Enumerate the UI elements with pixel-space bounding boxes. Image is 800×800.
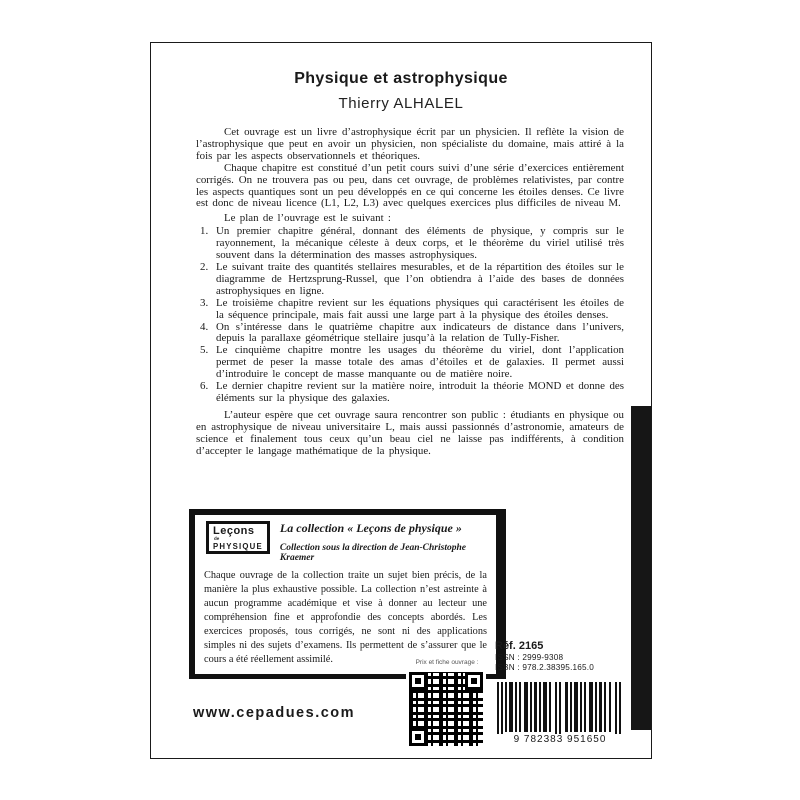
plan-intro: Le plan de l’ouvrage est le suivant : [224, 212, 391, 225]
chapter-item-1: Un premier chapitre général, donnant des éléments de physique, y compris sur le rayonnement, la mécanique céleste à deux corps, et le théorème du viriel utilisé très souvent dans la détermination des masses astrophysiques. [216, 225, 624, 262]
qr-finder-bottom-left [409, 728, 427, 746]
qr-finder-top-right [465, 672, 483, 690]
collection-header [204, 519, 487, 563]
chapter-list [196, 226, 624, 405]
publisher-website: www.cepadues.com [192, 705, 356, 721]
chapter-item-5: Le cinquième chapitre montre les usages du théorème du viriel, dont l’application permet de peser la masse totale des amas d’étoiles et de galaxies. Il permet aussi d’introduire le concept de masse manquante ou de matière noire. [216, 344, 624, 381]
issn-number: ISSN : 2999-9308 [495, 653, 564, 662]
chapter-item-2: Le suivant traite des quantités stellaires mesurables, et de la répartition des étoiles sur le diagramme de Hertzsprung-Russel, que l’on obtiendra à l’aide des bases de données astrophysiques en ligne. [216, 260, 624, 297]
chapter-item-4: On s’intéresse dans le quatrième chapitre aux indicateurs de distance dans l’univers, depuis la parallaxe géométrique stellaire jusqu’à la relation de Tully-Fisher. [216, 320, 624, 345]
spine-black-bar [631, 406, 651, 730]
collection-description: Chaque ouvrage de la collection traite un sujet bien précis, de la manière la plus exhaustive possible. La collection n’est astreinte à aucun programme académique et vise à donner au lecteur une compréhension fine et approfondie des concepts abordés. Les exercices proposés, tous corrigés, ne sont ni des applications simples ni des sujets d’examens. Ils permettent de s’assurer que le cours a été réellement assimilé. [204, 570, 487, 665]
collection-heading: La collection « Leçons de physique » [279, 521, 462, 535]
collection-box [189, 509, 506, 679]
qr-code [406, 669, 486, 749]
chapter-item-6: Le dernier chapitre revient sur la matière noire, introduit la théorie MOND et donne des éléments sur la physique des galaxies. [216, 380, 624, 404]
book-title: Physique et astrophysique [294, 70, 508, 87]
chapter-item-3: Le troisième chapitre revient sur les équations physiques qui caractérisent les étoiles de la séquence principale, mais fait aussi une large part à la physique des étoiles denses. [216, 296, 624, 321]
reference-number: Réf. 2165 [495, 640, 544, 652]
barcode-digits: 9 782383 951650 [497, 734, 623, 745]
logo-line-physique: PHYSIQUE [213, 541, 263, 551]
book-author: Thierry ALHALEL [338, 95, 464, 112]
description-text [196, 127, 624, 552]
closing-paragraph: L’auteur espère que cet ouvrage saura rencontrer son public : étudiants en physique ou en astrophysique de niveau universitaire L, mais aussi passionnés d’astronomie, amateurs de science et finalement tous ceux qu’un beau ciel ne laisse pas indifférents, à condition d’accepter le langage mathématique de la physique. [196, 408, 624, 457]
intro-paragraph-2: Chaque chapitre est constitué d’un petit cours suivi d’une série d’exercices entièrement corrigés. On ne trouvera pas ou peu, dans cet ouvrage, de problèmes relativistes, par contre les aspects quantiques sont un peu développés en ce qui concerne les étoiles denses. Ce livre est donc de niveau licence (L1, L2, L3) avec quelques exercices plus difficiles de niveau M. [196, 161, 624, 210]
logo-line-lecons: Leçons [213, 525, 255, 537]
ean-barcode [497, 682, 623, 748]
qr-caption: Prix et fiche ouvrage : [415, 659, 479, 666]
collection-director: Collection sous la direction de Jean-Christophe Kraemer [279, 543, 466, 563]
isbn-number: ISBN : 978.2.38395.165.0 [495, 663, 595, 672]
logo-line-de: de [214, 536, 220, 541]
qr-finder-top-left [409, 672, 427, 690]
lecons-de-physique-logo [206, 521, 270, 554]
book-back-cover [150, 42, 652, 759]
collection-titles [280, 519, 487, 563]
intro-paragraph-1: Cet ouvrage est un livre d’astrophysique écrit par un physicien. Il reflète la vision de l’astrophysique que peut en avoir un physicien, non spécialiste du domaine, mais attiré à la fois par les aspects observationnels et théoriques. [196, 127, 624, 162]
reference-block [495, 640, 631, 672]
collection-box-inner [195, 515, 496, 674]
